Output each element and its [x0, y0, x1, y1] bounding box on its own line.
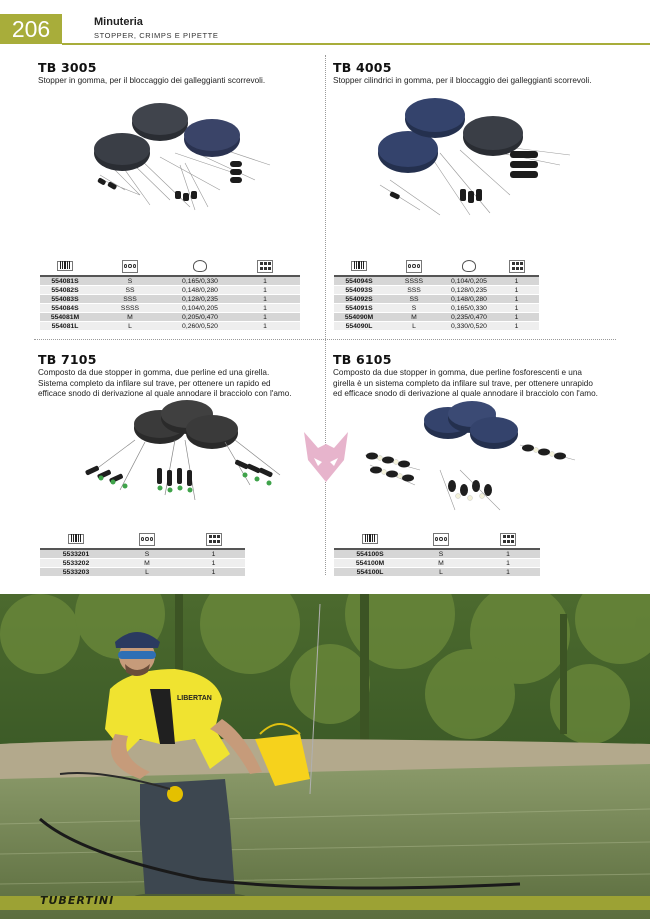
- table-row: [40, 286, 300, 295]
- size-icon: [122, 260, 138, 273]
- cell-code: 554100S: [356, 551, 384, 558]
- footer-brand-logo: TUBERTINI: [40, 894, 115, 907]
- pieces-icon: [257, 260, 273, 273]
- section-title: TB 3005: [38, 60, 97, 75]
- table-tb7105: [40, 528, 245, 577]
- pieces-icon: [206, 533, 222, 546]
- pieces-icon: [509, 260, 525, 273]
- section-tb4005: [333, 60, 633, 87]
- cell-pieces: 1: [211, 560, 216, 567]
- section-title: TB 4005: [333, 60, 392, 75]
- cell-size: SSSS: [120, 305, 140, 312]
- cell-pieces: 1: [506, 560, 510, 567]
- page-title: Minuteria: [94, 16, 143, 28]
- cell-size: SSSS: [404, 278, 424, 285]
- cell-size: SS: [409, 296, 419, 303]
- cell-size: SSS: [407, 287, 421, 294]
- cell-diameter: 0,128/0,235: [451, 287, 487, 294]
- table-row: [334, 313, 539, 322]
- table-row: [334, 550, 540, 559]
- cell-pieces: 1: [263, 323, 267, 330]
- cell-size: M: [411, 314, 417, 321]
- row-divider: [34, 339, 616, 340]
- cell-size: SS: [125, 287, 135, 294]
- cell-pieces: 1: [514, 305, 519, 312]
- cell-size: M: [438, 560, 444, 567]
- cell-code: 554091S: [345, 305, 373, 312]
- table-row: [40, 568, 245, 577]
- cell-pieces: 1: [514, 278, 519, 285]
- description-line: efficace snodo di derivazione al quale annodare il bracciolo con l'amo.: [38, 389, 292, 398]
- section-description: Stopper in gomma, per il bloccaggio dei galleggianti scorrevoli.: [38, 76, 266, 85]
- section-tb6105: [333, 352, 643, 400]
- cell-code: 554090L: [345, 323, 373, 330]
- cell-size: M: [144, 560, 150, 567]
- cell-code: 554100L: [356, 569, 384, 576]
- barcode-icon: [351, 261, 367, 271]
- table-row: [334, 295, 539, 304]
- table-row: [40, 295, 300, 304]
- cell-code: 554082S: [51, 287, 79, 294]
- table-icon-row: [334, 528, 540, 548]
- cell-diameter: 0,165/0,330: [451, 305, 487, 312]
- cell-code: 554081M: [50, 314, 80, 321]
- fishing-photo: [0, 594, 650, 919]
- table-tb3005: [40, 255, 300, 331]
- size-icon: [139, 533, 155, 546]
- cell-pieces: 1: [514, 287, 519, 294]
- cell-pieces: 1: [514, 296, 519, 303]
- cell-code: 554093S: [345, 287, 373, 294]
- cell-code: 554100M: [355, 560, 385, 567]
- table-row: [334, 277, 539, 286]
- pieces-icon: [500, 533, 516, 546]
- table-row: [40, 550, 245, 559]
- table-tb4005: [334, 255, 539, 331]
- cell-pieces: 1: [263, 287, 267, 294]
- cell-pieces: 1: [263, 314, 267, 321]
- section-tb3005: [38, 60, 323, 87]
- description-line: Composto da due stopper in gomma, due perline fosforescenti e una: [333, 368, 582, 377]
- brand-fox-icon: [300, 430, 352, 485]
- cell-code: 5533202: [62, 560, 90, 567]
- cell-code: 554083S: [51, 296, 79, 303]
- cell-size: L: [439, 569, 443, 576]
- table-row: [334, 322, 539, 331]
- cell-diameter: 0,165/0,330: [182, 278, 218, 285]
- cell-code: 554084S: [51, 305, 79, 312]
- barcode-icon: [57, 261, 73, 271]
- table-row: [334, 304, 539, 313]
- cell-pieces: 1: [211, 551, 216, 558]
- cell-diameter: 0,148/0,280: [451, 296, 487, 303]
- section-title: TB 6105: [333, 352, 392, 367]
- description-line: ed efficace snodo di derivazione al quale annodare il bracciolo con l'amo.: [333, 389, 598, 398]
- table-row: [40, 277, 300, 286]
- product-image-tb7105: [75, 400, 290, 505]
- product-image-tb4005: [360, 95, 580, 225]
- cell-size: L: [412, 323, 416, 330]
- cell-code: 554081S: [51, 278, 79, 285]
- cell-pieces: 1: [506, 569, 510, 576]
- size-icon: [406, 260, 422, 273]
- cell-code: 5533203: [62, 569, 90, 576]
- table-row: [334, 559, 540, 568]
- page-number: 206: [0, 14, 62, 44]
- section-tb7105: [38, 352, 323, 400]
- cell-size: L: [128, 323, 132, 330]
- cell-pieces: 1: [514, 323, 519, 330]
- cell-diameter: 0,104/0,205: [451, 278, 487, 285]
- cell-size: SSS: [123, 296, 137, 303]
- cell-pieces: 1: [211, 569, 216, 576]
- table-row: [334, 568, 540, 577]
- cell-diameter: 0,260/0,520: [182, 323, 218, 330]
- cell-code: 554081L: [51, 323, 79, 330]
- cell-pieces: 1: [263, 296, 267, 303]
- cell-pieces: 1: [506, 551, 510, 558]
- cell-diameter: 0,205/0,470: [182, 314, 218, 321]
- cell-diameter: 0,104/0,205: [182, 305, 218, 312]
- barcode-icon: [68, 534, 84, 544]
- description-line: Composto da due stopper in gomma, due perline ed una girella.: [38, 368, 270, 377]
- table-tb6105: [334, 528, 540, 577]
- table-icon-row: [40, 255, 300, 275]
- cell-size: S: [438, 551, 444, 558]
- section-description: Stopper cilindrici in gomma, per il bloccaggio dei galleggianti scorrevoli.: [333, 76, 592, 85]
- table-row: [40, 559, 245, 568]
- cell-pieces: 1: [263, 305, 267, 312]
- cell-diameter: 0,128/0,235: [182, 296, 218, 303]
- page-subtitle: STOPPER, CRIMPS E PIPETTE: [94, 31, 219, 40]
- cell-pieces: 1: [514, 314, 519, 321]
- cell-diameter: 0,148/0,280: [182, 287, 218, 294]
- table-row: [334, 286, 539, 295]
- product-image-tb6105: [360, 400, 590, 515]
- cell-code: 554090M: [344, 314, 374, 321]
- line-diameter-icon: [193, 260, 207, 272]
- description-line: Sistema completo da infilare sul trave, per ottenere un rapido ed: [38, 378, 271, 388]
- header-rule: [62, 43, 650, 45]
- section-title: TB 7105: [38, 352, 97, 367]
- cell-size: S: [144, 551, 150, 558]
- cell-code: 5533201: [62, 551, 90, 558]
- size-icon: [433, 533, 449, 546]
- cell-code: 554094S: [345, 278, 373, 285]
- line-diameter-icon: [462, 260, 476, 272]
- table-icon-row: [334, 255, 539, 275]
- column-divider: [325, 55, 326, 575]
- angler-scene: [0, 594, 650, 919]
- barcode-icon: [362, 534, 378, 544]
- cell-pieces: 1: [263, 278, 267, 285]
- product-image-tb3005: [80, 95, 280, 220]
- cell-diameter: 0,330/0,520: [451, 323, 487, 330]
- table-row: [40, 322, 300, 331]
- cell-size: M: [127, 314, 133, 321]
- table-row: [40, 304, 300, 313]
- cell-code: 554092S: [345, 296, 373, 303]
- description-line: girella è un sistema completo da infilare sul trave, per ottenere unrapido: [333, 378, 593, 388]
- cell-size: S: [411, 305, 417, 312]
- cell-diameter: 0,235/0,470: [451, 314, 487, 321]
- cell-size: L: [145, 569, 149, 576]
- shirt-text: LIBERTAN: [177, 695, 212, 702]
- cell-size: S: [127, 278, 133, 285]
- table-icon-row: [40, 528, 245, 548]
- table-row: [40, 313, 300, 322]
